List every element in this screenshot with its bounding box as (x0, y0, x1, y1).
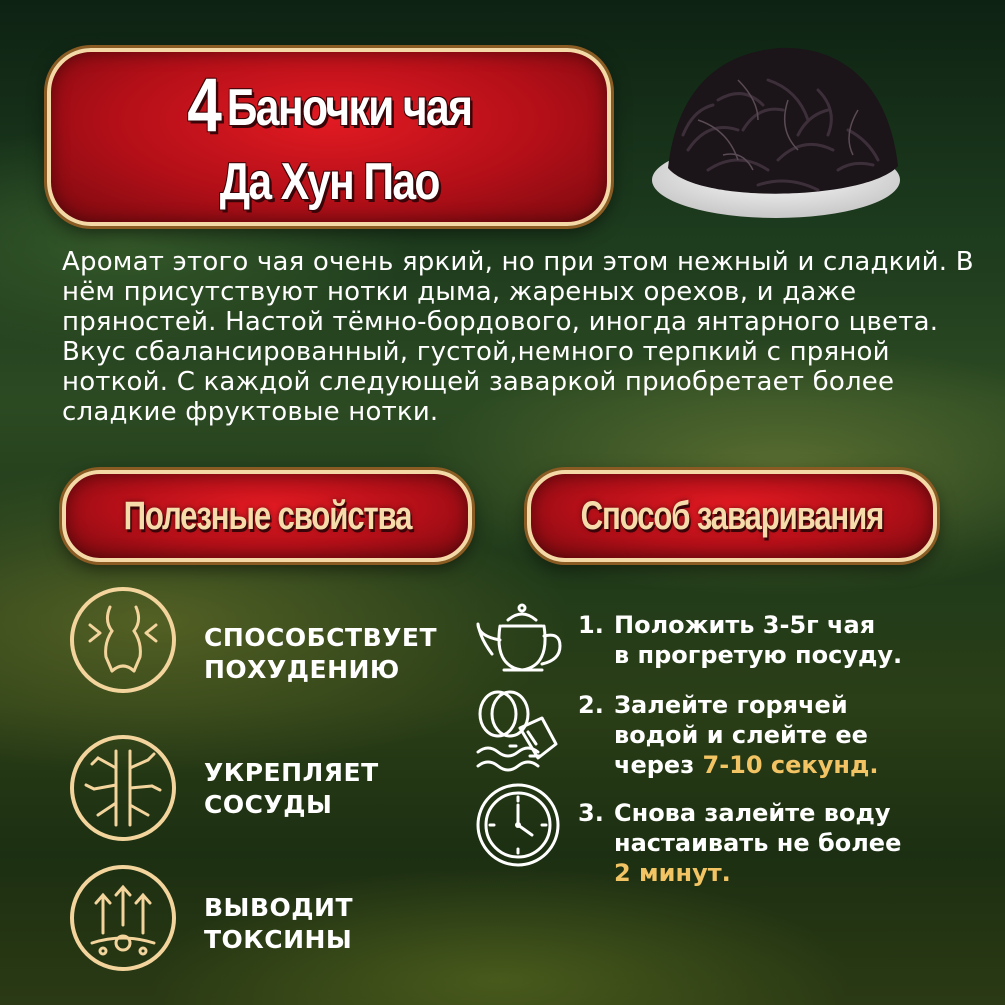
step-2-number: 2. (578, 691, 604, 719)
title-number: 4 (186, 63, 220, 149)
step-2-line-2: водой и слейте ее (614, 721, 868, 749)
step-1-number: 1. (578, 611, 604, 639)
step-3-line-1: Снова залейте воду (614, 799, 891, 827)
title-line-2: Да Хун Пао (219, 153, 439, 212)
pouring-water-icon (470, 686, 570, 786)
step-2-line-1: Залейте горячей (614, 691, 848, 719)
benefits-banner (62, 470, 472, 562)
tea-leaves-photo (648, 40, 908, 225)
step-1-text (578, 610, 978, 670)
benefits-title: Полезные свойства (123, 493, 411, 538)
clock-icon (470, 775, 570, 875)
page-title (187, 60, 471, 214)
step-2-highlight: 7-10 секунд. (702, 751, 879, 779)
teapot-icon (470, 598, 570, 698)
tea-description: Аромат этого чая очень яркий, но при этом нежный и сладкий. В нём присутствуют нотки дыма, жареных орехов, и даже пряностей. Настой тёмно-бордового, иногда янтарного цвета. Вкус сбалансированный, густой,немного терпкий с пряной ноткой. С каждой следующей заваркой приобретает более сладкие фруктовые нотки. (62, 247, 974, 427)
step-2-text (578, 690, 978, 780)
title-line-1: Баночки чая (226, 79, 472, 138)
detox-arrows-icon (68, 863, 178, 973)
brewing-title: Способ заваривания (580, 493, 884, 538)
waist-slimming-icon (68, 585, 178, 695)
blood-vessels-icon (68, 733, 178, 843)
title-banner (47, 48, 611, 226)
step-1-line-2: в прогретую посуду. (614, 641, 903, 669)
step-1-line-1: Положить 3-5г чая (614, 611, 876, 639)
step-3-number: 3. (578, 799, 604, 827)
step-2-line-3: через (614, 751, 695, 779)
brewing-banner (527, 470, 937, 562)
step-3-highlight: 2 минут. (614, 859, 731, 887)
step-3-line-2: настаивать не более (614, 829, 902, 857)
step-3-text (578, 798, 978, 888)
benefit-label-weight-loss: СПОСОБСТВУЕТ ПОХУДЕНИЮ (204, 623, 438, 684)
benefit-label-vessels: УКРЕПЛЯЕТ СОСУДЫ (204, 758, 379, 819)
benefit-label-detox: ВЫВОДИТ ТОКСИНЫ (204, 893, 354, 954)
